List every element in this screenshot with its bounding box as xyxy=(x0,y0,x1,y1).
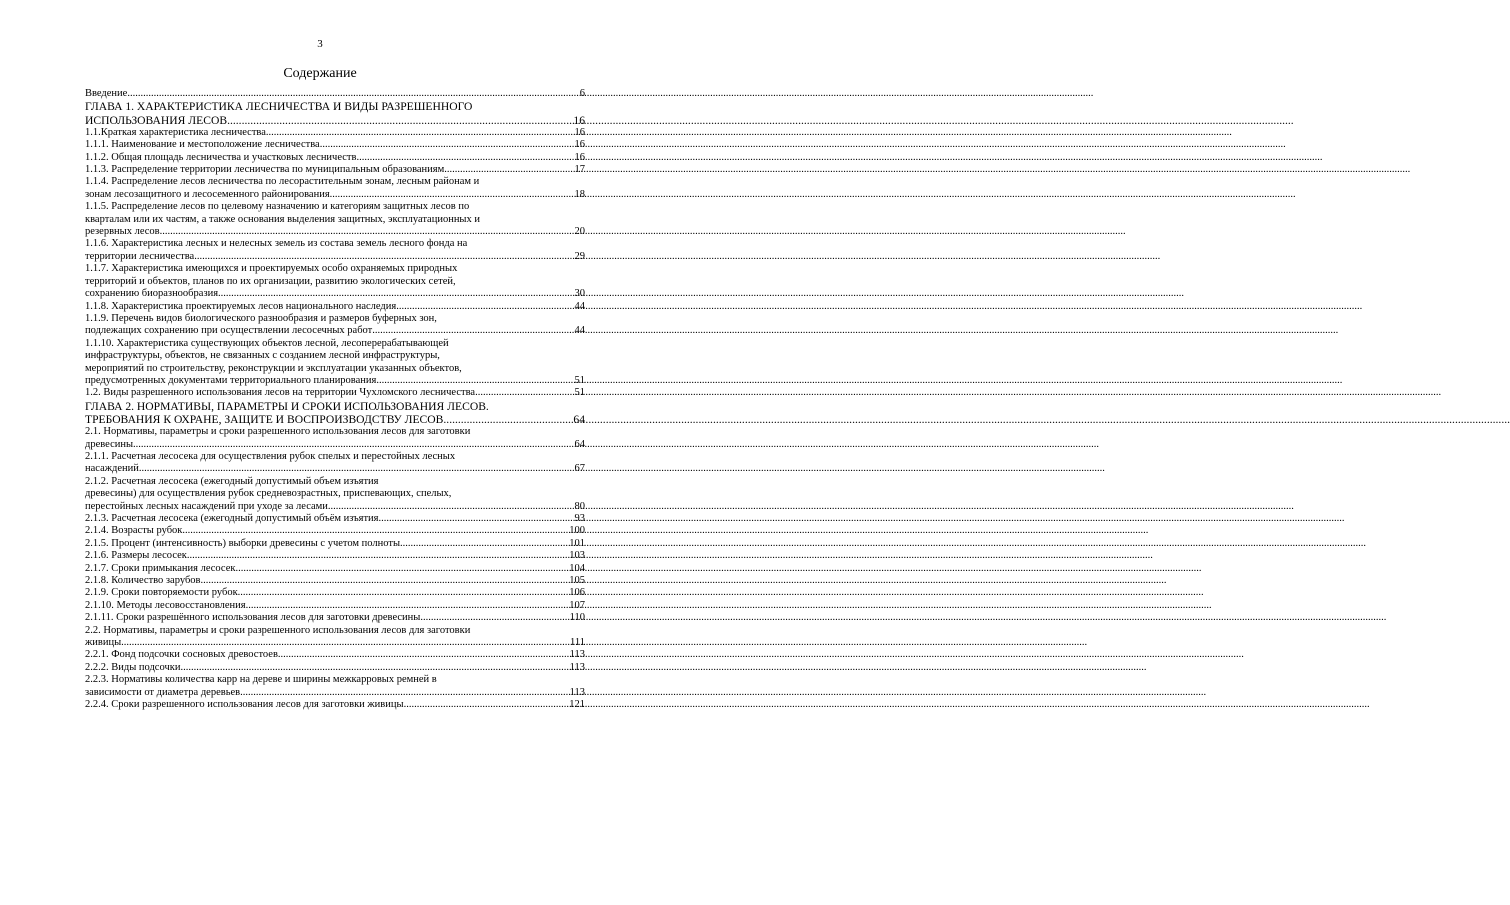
toc-entry-page: 107 xyxy=(569,599,585,611)
toc-entry-title: 2.1.8. Количество зарубов xyxy=(85,575,201,587)
toc-entry-page: 121 xyxy=(569,699,585,711)
toc-entry-page: 51 xyxy=(574,387,585,399)
toc-entry-title: 2.2.1. Фонд подсочки сосновых древостоев xyxy=(85,649,278,661)
toc-entry xyxy=(85,301,585,313)
dot-leader xyxy=(372,325,573,337)
toc-entry-page: 16 xyxy=(574,139,585,151)
toc-entry xyxy=(85,513,585,525)
dot-leader xyxy=(356,152,573,164)
dot-leader xyxy=(246,600,569,612)
toc-entry-last-line xyxy=(85,550,585,562)
toc-entry-title: перестойных лесных насаждений при уходе за лесами xyxy=(85,500,328,512)
toc-entry-line: древесины) для осуществления рубок средневозрастных, приспевающих, спелых, xyxy=(85,488,452,500)
toc-entry xyxy=(85,538,585,550)
dot-leader xyxy=(240,687,569,699)
toc-entry-last-line xyxy=(85,649,585,661)
dot-leader xyxy=(396,301,573,313)
toc-entry-last-line xyxy=(85,325,585,337)
dot-leader xyxy=(201,575,569,587)
dot-leader xyxy=(180,662,568,674)
page-number: 3 xyxy=(317,38,323,50)
toc-entry-title: подлежащих сохранению при осуществлении лесосечных работ xyxy=(85,325,373,337)
toc-entry xyxy=(85,100,585,126)
toc-entry-title: резервных лесов xyxy=(85,226,160,238)
toc-entry-title: 2.1.5. Процент (интенсивность) выборки древесины с учетом полноты xyxy=(85,537,401,549)
toc-entry xyxy=(85,152,585,164)
toc-entry-title: 2.1.3. Расчетная лесосека (ежегодный допустимый объём изъятия xyxy=(85,513,379,524)
dot-leader xyxy=(404,699,569,711)
toc-entry-title: предусмотренных документами территориального планирования xyxy=(85,374,377,386)
toc-entry xyxy=(85,662,585,674)
toc-entry-page: 93 xyxy=(574,513,585,524)
toc-entry-title: ИСПОЛЬЗОВАНИЯ ЛЕСОВ xyxy=(85,113,228,127)
toc-entry xyxy=(85,400,585,426)
toc-entry-page: 18 xyxy=(574,188,585,200)
toc-entry-line: 1.1.4. Распределение лесов лесничества по лесорастительным зонам, лесным районам и xyxy=(85,176,480,188)
toc-entry xyxy=(85,426,585,451)
toc-entry-last-line xyxy=(85,413,585,426)
toc-entry xyxy=(85,649,585,661)
toc-entry-last-line xyxy=(85,152,585,164)
toc-entry-title: насаждений xyxy=(85,463,139,475)
toc-entry-page: 113 xyxy=(569,661,585,673)
toc-entry-title: древесины xyxy=(85,438,134,450)
toc-entry-last-line xyxy=(85,637,585,649)
toc-entry xyxy=(85,164,585,176)
dot-leader xyxy=(133,439,573,451)
toc-entry-page: 44 xyxy=(574,325,585,337)
toc-entry-page: 101 xyxy=(569,537,585,549)
toc-entry-title: 2.1.6. Размеры лесосек xyxy=(85,550,187,562)
toc-entry xyxy=(85,176,585,201)
toc-entry-page: 20 xyxy=(574,226,585,238)
toc-entry-title: Краткая характеристика лесничества xyxy=(100,126,266,138)
toc-entry-page: 105 xyxy=(569,575,585,587)
dot-leader xyxy=(376,375,573,387)
dot-leader xyxy=(139,463,574,475)
toc-entry-last-line xyxy=(85,189,585,201)
toc-entry-title: 1.1.2. Общая площадь лесничества и участковых лесничеств xyxy=(85,151,357,163)
toc-entry xyxy=(85,476,585,513)
toc-entry xyxy=(85,575,585,587)
toc-entry-page: 64 xyxy=(574,438,585,450)
toc-entry-title: ТРЕБОВАНИЯ К ОХРАНЕ, ЗАЩИТЕ И ВОСПРОИЗВОДСТВУ ЛЕСОВ xyxy=(85,412,444,426)
toc-entry xyxy=(85,127,585,139)
toc-entry-title: 1.1.1. Наименование и местоположение лесничества xyxy=(85,139,320,151)
toc-entry xyxy=(85,451,585,476)
toc-entry-title: живицы xyxy=(85,637,122,649)
toc-entry-last-line xyxy=(85,463,585,475)
dot-leader xyxy=(320,139,574,151)
toc-entry-line: кварталам или их частям, а также основания выделения защитных, эксплуатационных и xyxy=(85,213,480,225)
toc-entry-page: 16 xyxy=(574,126,585,138)
toc-entry-line: 2.1. Нормативы, параметры и сроки разрешенного использования лесов для заготовки xyxy=(85,426,471,438)
toc-title: Содержание xyxy=(283,66,357,81)
toc-entry xyxy=(85,612,585,624)
toc-entry-page: 67 xyxy=(574,463,585,475)
toc-entry xyxy=(85,600,585,612)
toc-entry xyxy=(85,625,585,650)
toc-entry-page: 30 xyxy=(574,288,585,300)
toc-entry-last-line xyxy=(85,587,585,599)
toc-entry-last-line xyxy=(85,139,585,151)
toc-entry-last-line xyxy=(85,525,585,537)
toc-entry xyxy=(85,674,585,699)
toc-entry-line: 2.2. Нормативы, параметры и сроки разрешенного использования лесов для заготовки xyxy=(85,624,471,636)
dot-leader xyxy=(187,550,568,562)
toc-entry-line: 1.1.10. Характеристика существующих объектов лесной, лесоперерабатывающей xyxy=(85,337,449,349)
toc-entry xyxy=(85,139,585,151)
toc-entry-page: 16 xyxy=(574,151,585,163)
toc-entry-page: 64 xyxy=(573,412,585,426)
toc-entry-page: 29 xyxy=(574,250,585,262)
toc-entry-page: 44 xyxy=(574,300,585,312)
toc-entry-title: 2.1.11. Сроки разрешённого использования лесов для заготовки древесины xyxy=(85,612,421,624)
toc-entry-last-line xyxy=(85,88,585,100)
dot-leader xyxy=(194,251,573,263)
dot-leader xyxy=(238,587,569,599)
toc-entry-last-line xyxy=(85,575,585,587)
dot-leader xyxy=(235,563,568,575)
toc-entry-last-line xyxy=(85,439,585,451)
toc-entry-title: 2.1.7. Сроки примыкания лесосек xyxy=(85,562,236,574)
toc-entry-last-line xyxy=(85,687,585,699)
toc-entry-last-line xyxy=(85,114,585,127)
toc-entry-last-line xyxy=(85,288,585,300)
toc-entry-last-line xyxy=(85,563,585,575)
toc-entry-page: 110 xyxy=(569,612,585,624)
toc-entry-page: 16 xyxy=(573,113,585,127)
toc-entry-line: 1.1.6. Характеристика лесных и нелесных земель из состава земель лесного фонда на xyxy=(85,238,468,250)
toc-entry-line: ГЛАВА 1. ХАРАКТЕРИСТИКА ЛЕСНИЧЕСТВА И ВИДЫ РАЗРЕШЕННОГО xyxy=(85,100,473,114)
dot-leader xyxy=(160,226,574,238)
toc-entry xyxy=(85,550,585,562)
dot-leader xyxy=(420,612,568,624)
toc-entry-last-line xyxy=(85,127,585,139)
toc-entry-page: 51 xyxy=(574,374,585,386)
dot-leader xyxy=(444,164,573,176)
dot-leader xyxy=(266,127,574,139)
toc-entry-last-line xyxy=(85,538,585,550)
toc-entry-last-line xyxy=(85,501,585,513)
toc-entry-title: 2.1.9. Сроки повторяемости рубок xyxy=(85,587,238,599)
toc-entry xyxy=(85,338,585,388)
dot-leader xyxy=(379,513,574,525)
toc-entry-page: 104 xyxy=(569,562,585,574)
toc-entry-title: 1.1.8. Характеристика проектируемых лесов национального наследия xyxy=(85,300,397,312)
toc-entry-last-line xyxy=(85,612,585,624)
toc-entry-title: 2.2.4. Сроки разрешенного использования лесов для заготовки живицы xyxy=(85,699,404,711)
toc-entry-last-line xyxy=(85,164,585,176)
toc-entry-last-line xyxy=(85,301,585,313)
toc-entry-page: 80 xyxy=(574,500,585,512)
toc-entry-last-line xyxy=(85,662,585,674)
toc-entry-last-line xyxy=(85,387,585,399)
toc-entry-title: 1.1.3. Распределение территории лесничества по муниципальным образованиям xyxy=(85,164,445,176)
toc-entry-page: 111 xyxy=(570,637,585,649)
toc-entry-line: 1.1.7. Характеристика имеющихся и проектируемых особо охраняемых природных xyxy=(85,263,458,275)
dot-leader xyxy=(475,387,573,399)
dot-leader xyxy=(127,88,578,100)
toc-entry xyxy=(85,587,585,599)
dot-leader xyxy=(328,501,574,513)
dot-leader xyxy=(227,114,572,127)
toc-entry xyxy=(85,313,585,338)
toc-entry-line: 1.1.5. Распределение лесов по целевому назначению и категориям защитных лесов по xyxy=(85,201,470,213)
toc-entry-page: 103 xyxy=(569,550,585,562)
dot-leader xyxy=(400,538,568,550)
toc-entry-title: сохранению биоразнообразия xyxy=(85,288,219,300)
toc-entry-page: 113 xyxy=(569,649,585,661)
toc-entry-page: 113 xyxy=(569,686,585,698)
toc-entry-page: 100 xyxy=(569,525,585,537)
toc-entry-page: 6 xyxy=(579,88,585,99)
toc-entry-last-line xyxy=(85,699,585,711)
toc-entry-title: зонам лесозащитного и лесосеменного районирования xyxy=(85,188,330,200)
toc-entry-line: мероприятий по строительству, реконструкции и эксплуатации указанных объектов, xyxy=(85,362,462,374)
toc-entry xyxy=(85,201,585,238)
toc-entry xyxy=(85,238,585,263)
toc-entry-page: 17 xyxy=(574,164,585,176)
toc-entry-line: инфраструктуры, объектов, не связанных с созданием лесной инфраструктуры, xyxy=(85,350,440,362)
dot-leader xyxy=(278,649,569,661)
toc-entry xyxy=(85,699,585,711)
toc-entry-line: 2.1.1. Расчетная лесосека для осуществления рубок спелых и перестойных лесных xyxy=(85,450,456,462)
toc-entry-last-line xyxy=(85,513,585,525)
toc-entry-last-line xyxy=(85,226,585,238)
toc-entry-title: территории лесничества xyxy=(85,250,195,262)
toc-entry-line: 2.1.2. Расчетная лесосека (ежегодный допустимый объем изъятия xyxy=(85,475,379,487)
toc-entry-title: 2.1.10. Методы лесовосстановления xyxy=(85,599,246,611)
toc-entry xyxy=(85,525,585,537)
toc-entry-last-line xyxy=(85,600,585,612)
toc-entry-page: 106 xyxy=(569,587,585,599)
dot-leader xyxy=(330,189,574,201)
toc-entry xyxy=(85,387,585,399)
toc-entry-line: ГЛАВА 2. НОРМАТИВЫ, ПАРАМЕТРЫ И СРОКИ ИСПОЛЬЗОВАНИЯ ЛЕСОВ. xyxy=(85,399,489,413)
dot-leader xyxy=(218,288,573,300)
dot-leader xyxy=(121,637,569,649)
dot-leader xyxy=(182,525,568,537)
toc-entry-title: 2.1.4. Возрасты рубок xyxy=(85,525,183,537)
toc-entry-line: 2.2.3. Нормативы количества карр на дереве и ширины межкарровых ремней в xyxy=(85,674,437,686)
toc-entry-last-line xyxy=(85,251,585,263)
toc-entry-number: 1.1. xyxy=(85,126,101,138)
toc-entry-title: зависимости от диаметра деревьев xyxy=(85,686,241,698)
toc-entry-title: 2.2.2. Виды подсочки xyxy=(85,661,181,673)
table-of-contents xyxy=(85,88,585,712)
dot-leader xyxy=(443,413,572,426)
toc-entry xyxy=(85,88,585,100)
toc-entry-title: 1.2. Виды разрешенного использования лесов на территории Чухломского лесничества xyxy=(85,387,476,399)
toc-entry-line: 1.1.9. Перечень видов биологического разнообразия и размеров буферных зон, xyxy=(85,312,437,324)
toc-entry xyxy=(85,263,585,300)
toc-entry-line: территорий и объектов, планов по их организации, развитию экологических сетей, xyxy=(85,275,456,287)
toc-entry-last-line xyxy=(85,375,585,387)
toc-entry xyxy=(85,563,585,575)
toc-entry-title: Введение xyxy=(85,88,128,99)
